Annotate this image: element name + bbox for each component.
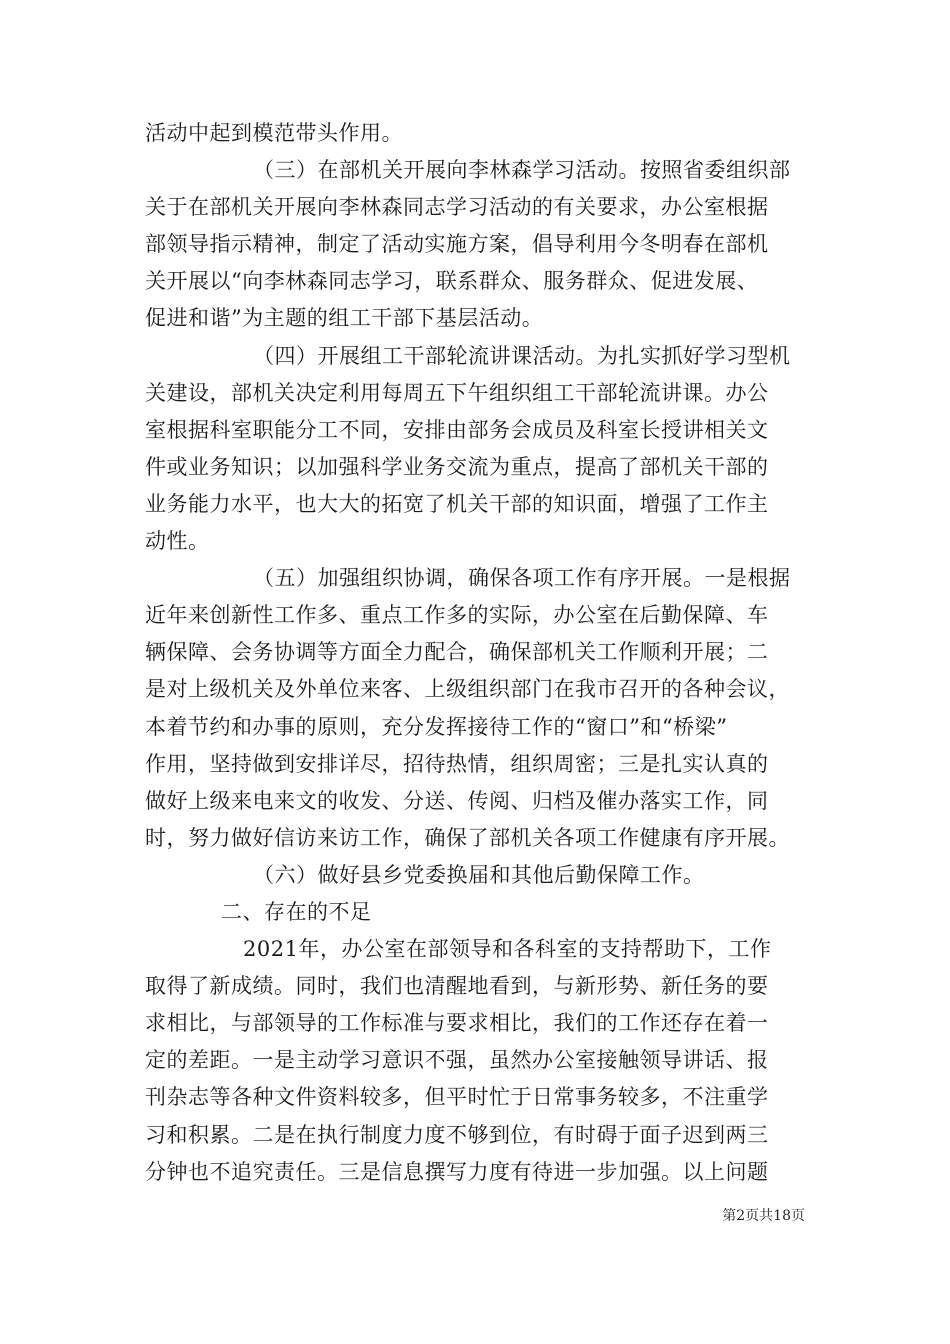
section-heading-3: （三）在部机关开展向李林森学习活动。按照省委组织部 [253,158,791,183]
text-line: 近年来创新性工作多、重点工作多的实际，办公室在后勤保障、车 [145,603,769,628]
text-line: 本着节约和办事的原则，充分发挥接待工作的“窗口”和“桥梁” [145,714,728,739]
chapter-heading-2: 二、存在的不足 [221,899,372,924]
section-heading-5: （五）加强组织协调，确保各项工作有序开展。一是根据 [253,566,791,591]
text-line: 部领导指示精神，制定了活动实施方案，倡导利用今冬明春在部机 [145,232,769,257]
text-line: 求相比，与部领导的工作标准与要求相比，我们的工作还存在着一 [145,1011,769,1036]
page-number: 第2页共18页 [722,1208,805,1224]
text-line: 作用，坚持做到安排详尽，招待热情，组织周密；三是扎实认真的 [145,751,769,776]
text-line: 2021年，办公室在部领导和各科室的支持帮助下，工作 [243,937,772,962]
text-line: 时，努力做好信访来访工作，确保了部机关各项工作健康有序开展。 [145,825,790,850]
text-line: 关于在部机关开展向李林森同志学习活动的有关要求，办公室根据 [145,195,769,220]
section-heading-4: （四）开展组工干部轮流讲课活动。为扎实抓好学习型机 [253,343,791,368]
text-line: 关开展以“向李林森同志学习，联系群众、服务群众、促进发展、 [145,269,759,294]
text-line: 辆保障、会务协调等方面全力配合，确保部机关工作顺利开展；二 [145,640,769,665]
text-line: 是对上级机关及外单位来客、上级组织部门在我市召开的各种会议， [145,677,790,702]
text-line: 刊杂志等各种文件资料较多，但平时忙于日常事务较多，不注重学 [145,1085,769,1110]
text-line: 习和积累。二是在执行制度力度不够到位，有时碍于面子迟到两三 [145,1122,769,1147]
text-line: 促进和谐”为主题的组工干部下基层活动。 [145,306,544,331]
document-body [145,115,805,1191]
text-line: 分钟也不追究责任。三是信息撰写力度有待进一步加强。以上问题 [145,1159,769,1184]
text-line: 关建设，部机关决定利用每周五下午组织组工干部轮流讲课。办公 [145,380,769,405]
text-line: 做好上级来电来文的收发、分送、传阅、归档及催办落实工作，同 [145,788,769,813]
text-line: 件或业务知识；以加强科学业务交流为重点，提高了部机关干部的 [145,454,769,479]
text-line: 动性。 [145,529,210,554]
section-heading-6: （六）做好县乡党委换届和其他后勤保障工作。 [253,862,705,887]
text-line: 室根据科室职能分工不同，安排由部务会成员及科室长授讲相关文 [145,417,769,442]
text-line: 业务能力水平，也大大的拓宽了机关干部的知识面，增强了工作主 [145,491,769,516]
text-line: 定的差距。一是主动学习意识不强，虽然办公室接触领导讲话、报 [145,1048,769,1073]
text-line: 活动中起到模范带头作用。 [145,121,403,145]
text-line: 取得了新成绩。同时，我们也清醒地看到，与新形势、新任务的要 [145,974,769,999]
